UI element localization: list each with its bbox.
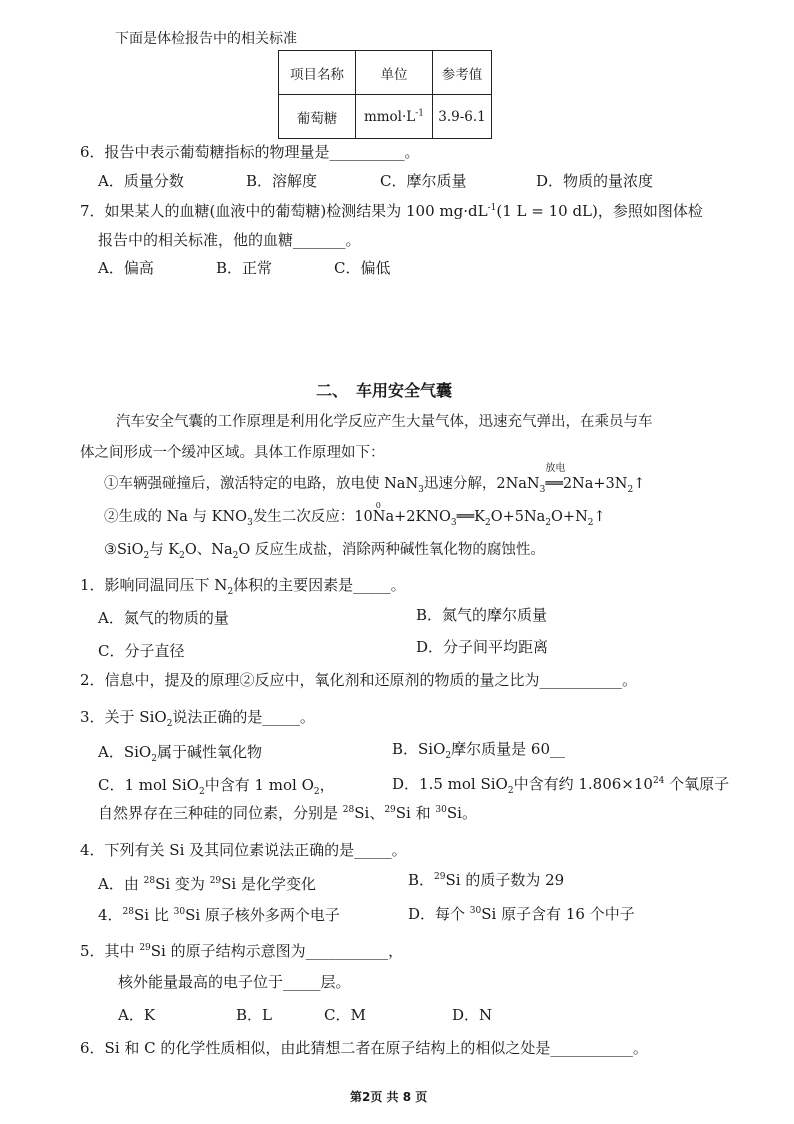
s4-option-c: 4．$^{28}$Si 比 $^{30}$Si 原子核外多两个电子 xyxy=(98,906,340,924)
q6-option-d: D．物质的量浓度 xyxy=(536,172,654,190)
table-cell-name: 葡萄糖 xyxy=(279,95,356,139)
isotope-statement: 自然界存在三种硅的同位素，分别是 $^{28}$Si、$^{29}$Si 和 $^{30}$Si。 xyxy=(98,804,477,822)
table-header: 参考值 xyxy=(433,51,492,95)
principle-2: ②生成的 Na 与 $KNO_3$发生二次反应：10 0 $Na+2KNO_3══K_2O+5Na_2O+N_2↑$ xyxy=(104,501,606,528)
table-cell-unit: $mmol\cdot L^{-1}$ xyxy=(356,95,433,139)
q6-option-b: B．溶解度 xyxy=(246,172,318,190)
s3-option-d: D．1.5 mol SiO$_2$中含有约 $1.806\times 10^{24}$ 个氧原子 xyxy=(392,775,730,796)
section-paragraph-line1: 汽车安全气囊的工作原理是利用化学反应产生大量气体，迅速充气弹出，在乘员与车 xyxy=(116,414,653,430)
q6-option-c: C．摩尔质量 xyxy=(380,172,467,190)
q6-option-a: A．质量分数 xyxy=(98,172,184,190)
table-header: 单位 xyxy=(356,51,433,95)
s2-stem: 2．信息中，提及的原理②反应中，氧化剂和还原剂的物质的量之比为___________。 xyxy=(80,671,638,689)
s1-option-a: A．氮气的物质的量 xyxy=(98,609,229,627)
s4-option-a: A．由 $^{28}$Si 变为 $^{29}$Si 是化学变化 xyxy=(98,875,316,893)
table-cell-ref: 3.9-6.1 xyxy=(433,95,492,139)
page-footer: 第2页 共 8 页 xyxy=(350,1090,428,1104)
s1-option-d: D．分子间平均距离 xyxy=(416,638,549,656)
q6-stem: 6．报告中表示葡萄糖指标的物理量是__________。 xyxy=(80,143,420,161)
s6-stem: 6．Si 和 C 的化学性质相似，由此猜想二者在原子结构上的相似之处是___________。 xyxy=(80,1039,648,1057)
s5-stem: 5．其中 $^{29}$Si 的原子结构示意图为___________， xyxy=(80,942,404,960)
q7-option-b: B．正常 xyxy=(216,259,273,277)
s4-option-b: B．$^{29}$Si 的质子数为 29 xyxy=(408,871,565,889)
intro-text: 下面是体检报告中的相关标准 xyxy=(115,31,297,47)
s5-option-c: C．M xyxy=(324,1006,366,1024)
principle-3: ③SiO$_2$与 $K_2O$、$Na_2O$ 反应生成盐，消除两种碱性氧化物的腐蚀性。 xyxy=(104,542,545,561)
q7-line1: 7．如果某人的血糖(血液中的葡萄糖)检测结果为 100 $mg\cdot dL^{-1}(1$ L = 10 dL)，参照如图体检 xyxy=(80,202,703,220)
s3-stem: 3．关于 SiO$_2$说法正确的是_____。 xyxy=(80,708,315,729)
s4-option-d: D．每个 $^{30}$Si 原子含有 16 个中子 xyxy=(408,905,635,923)
reference-table xyxy=(278,50,492,139)
section-title: 二、 车用安全气囊 xyxy=(316,381,453,400)
s3-option-b: B．SiO$_2$摩尔质量是 60__ xyxy=(392,740,565,761)
s5-option-d: D．N xyxy=(452,1006,493,1024)
table-header: 项目名称 xyxy=(279,51,356,95)
s4-stem: 4．下列有关 Si 及其同位素说法正确的是_____。 xyxy=(80,841,407,859)
q7-option-a: A．偏高 xyxy=(98,259,154,277)
q7-line2: 报告中的相关标准，他的血糖_______。 xyxy=(98,231,361,249)
s5-option-a: A．K xyxy=(118,1006,156,1024)
section-paragraph-line2: 体之间形成一个缓冲区域。具体工作原理如下： xyxy=(80,445,385,461)
s5-option-b: B．L xyxy=(236,1006,272,1024)
principle-1: ①车辆强碰撞后，激活特定的电路，放电使 NaN$_3$迅速分解，2NaN$_3$ 放电 $══2Na+3N_2↑$ xyxy=(104,463,646,495)
s1-option-c: C．分子直径 xyxy=(98,642,185,660)
s1-option-b: B．氮气的摩尔质量 xyxy=(416,606,548,624)
s5-line2: 核外能量最高的电子位于_____层。 xyxy=(118,973,351,991)
s3-option-a: A．SiO$_2$属于碱性氧化物 xyxy=(98,743,262,764)
s3-option-c: C．1 mol SiO$_2$中含有 1 mol $O_2$， xyxy=(98,776,335,797)
s1-stem: 1．影响同温同压下 $N_2$体积的主要因素是_____。 xyxy=(80,576,406,597)
q7-option-c: C．偏低 xyxy=(334,259,391,277)
